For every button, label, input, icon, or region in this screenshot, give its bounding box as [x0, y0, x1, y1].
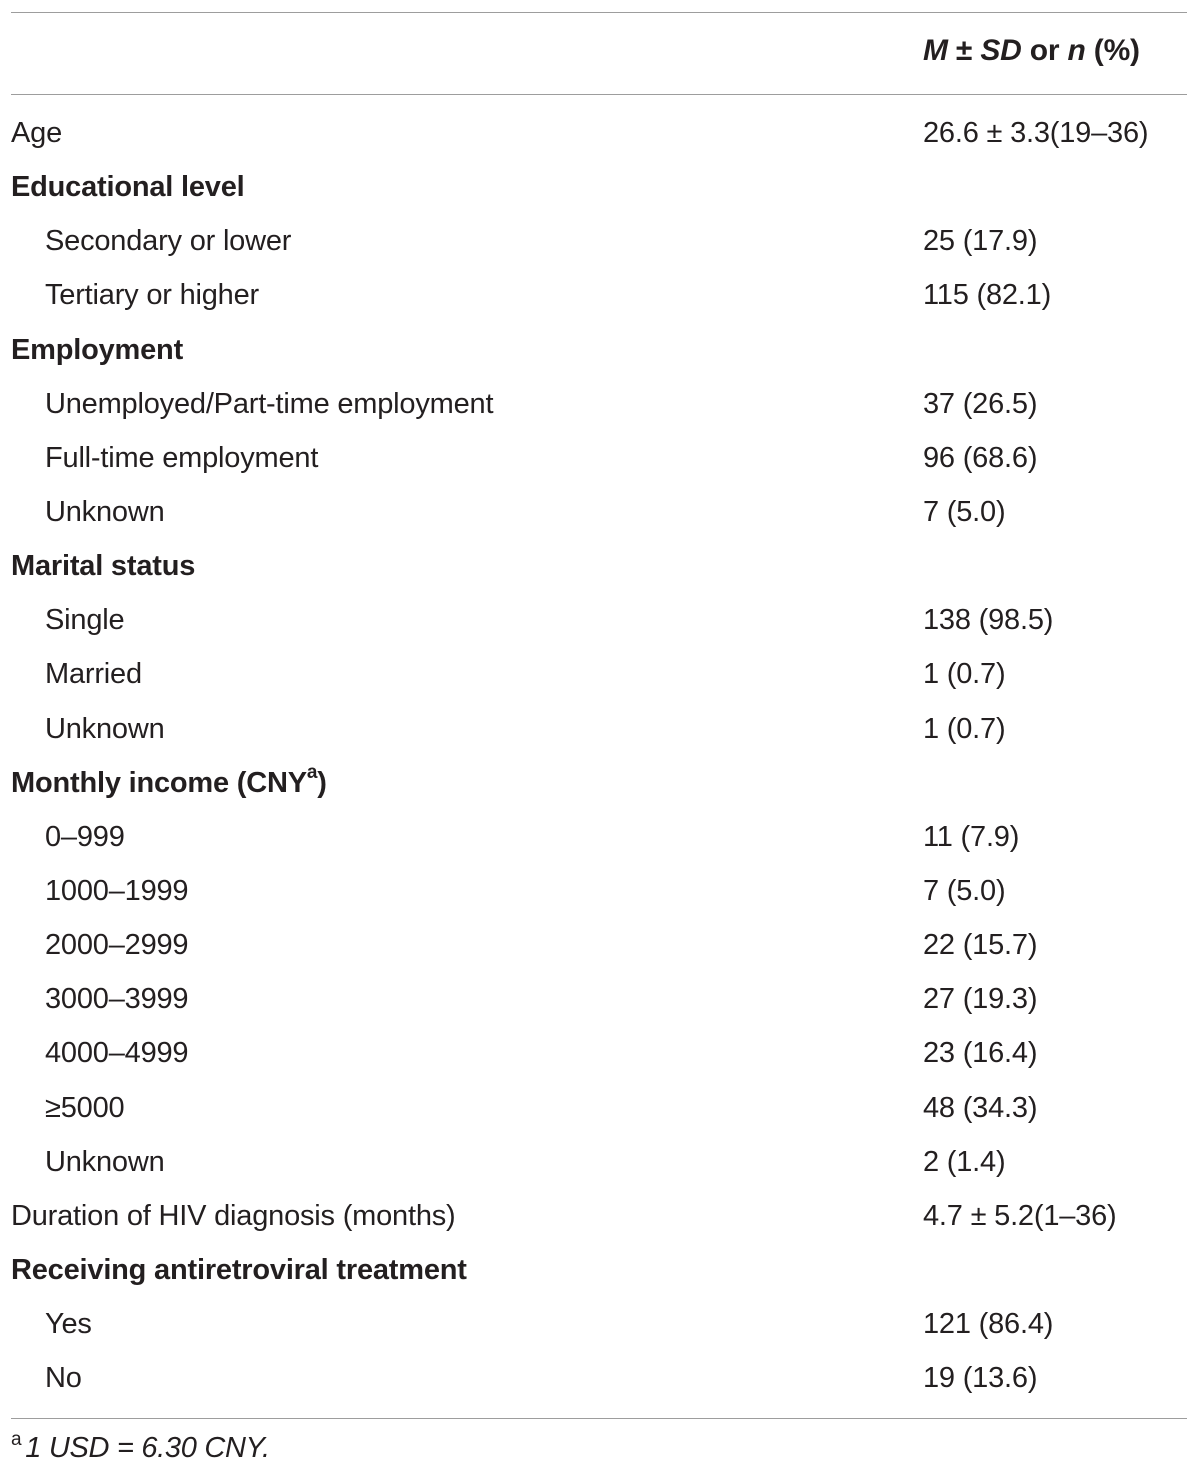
row-label-text: Married — [45, 658, 142, 691]
row-label — [45, 222, 291, 260]
footnote-text: 1 USD = 6.30 CNY. — [25, 1432, 270, 1464]
row-label-text: Unknown — [45, 1145, 165, 1178]
table-row — [11, 866, 1187, 920]
row-value: 48 (34.3) — [923, 1091, 1038, 1124]
row-label — [45, 1089, 124, 1127]
row-label-text: Monthly income (CNY — [11, 766, 307, 799]
row-label — [45, 872, 188, 910]
row-label-text: Unemployed/Part-time employment — [45, 387, 494, 420]
row-label — [45, 710, 165, 748]
table-row — [11, 812, 1187, 866]
row-value: 26.6 ± 3.3(19–36) — [923, 117, 1149, 149]
header-part-n: n — [1067, 34, 1086, 67]
row-label — [45, 276, 259, 314]
table-header-rule — [11, 94, 1187, 95]
row-label-text: Tertiary or higher — [45, 279, 259, 312]
table-group-row — [11, 758, 1187, 812]
row-value: 19 (13.6) — [923, 1362, 1038, 1395]
row-label — [45, 655, 142, 693]
row-label — [45, 1034, 188, 1072]
row-value: 138 (98.5) — [923, 604, 1054, 637]
row-label — [45, 1359, 82, 1397]
table-row — [11, 1028, 1187, 1082]
row-value: 4.7 ± 5.2(1–36) — [923, 1199, 1117, 1232]
table-header-row — [11, 12, 1187, 94]
row-label — [45, 385, 493, 423]
row-label — [11, 114, 62, 152]
row-value: 37 (26.5) — [923, 387, 1038, 420]
row-value: 96 (68.6) — [923, 441, 1038, 474]
table-footnote — [11, 1429, 270, 1465]
header-part-m: M — [923, 34, 948, 67]
header-part-sd: SD — [980, 34, 1022, 67]
table-row — [11, 649, 1187, 703]
row-label-text: Unknown — [45, 495, 165, 528]
table-bottom-rule — [11, 1418, 1187, 1419]
table-row — [11, 270, 1187, 324]
row-label — [45, 980, 188, 1018]
header-part-or: or — [1021, 34, 1068, 67]
table-row — [11, 920, 1187, 974]
row-label-text: Full-time employment — [45, 441, 319, 474]
row-label — [11, 1197, 456, 1235]
row-label-text: Receiving antiretroviral treatment — [11, 1253, 467, 1286]
row-value: 23 (16.4) — [923, 1037, 1038, 1070]
table-group-row — [11, 325, 1187, 379]
table-group-row — [11, 162, 1187, 216]
row-label-text: Duration of HIV diagnosis (months) — [11, 1199, 456, 1232]
row-label-text: Yes — [45, 1308, 92, 1341]
header-statistic-column — [923, 34, 1140, 68]
row-label-text: Secondary or lower — [45, 225, 292, 258]
row-value: 7 (5.0) — [923, 495, 1006, 528]
row-label-text: Employment — [11, 333, 184, 366]
row-label-text: 4000–4999 — [45, 1037, 189, 1070]
footnote-mark: a — [11, 1429, 22, 1450]
row-value: 1 (0.7) — [923, 712, 1006, 745]
row-label-text: Single — [45, 604, 125, 637]
row-label — [45, 493, 165, 531]
row-label — [45, 1305, 92, 1343]
group-label — [11, 764, 327, 802]
table-row — [11, 1191, 1187, 1245]
row-label-text: 0–999 — [45, 820, 125, 853]
row-label — [45, 601, 124, 639]
header-part-pct: (%) — [1085, 34, 1140, 67]
row-label-text: Unknown — [45, 712, 165, 745]
group-label — [11, 331, 183, 369]
table-row — [11, 1083, 1187, 1137]
row-label — [45, 1143, 165, 1181]
header-part-pm: ± — [947, 34, 981, 67]
row-value: 2 (1.4) — [923, 1145, 1006, 1178]
row-label — [45, 926, 188, 964]
row-value: 1 (0.7) — [923, 658, 1006, 691]
table-row — [11, 216, 1187, 270]
row-label-text: Educational level — [11, 171, 245, 204]
table-body — [11, 108, 1187, 1407]
table-row — [11, 595, 1187, 649]
row-value: 27 (19.3) — [923, 983, 1038, 1016]
group-label — [11, 547, 195, 585]
table-group-row — [11, 541, 1187, 595]
table-row — [11, 974, 1187, 1028]
row-label-text: 2000–2999 — [45, 929, 189, 962]
row-label — [45, 439, 318, 477]
row-label — [45, 818, 125, 856]
row-value: 7 (5.0) — [923, 874, 1006, 907]
row-value: 11 (7.9) — [923, 820, 1020, 853]
table-row — [11, 704, 1187, 758]
table-row — [11, 1353, 1187, 1407]
table-row — [11, 433, 1187, 487]
table-row — [11, 379, 1187, 433]
row-label-text: Age — [11, 117, 62, 149]
row-label-text: ≥5000 — [45, 1091, 125, 1124]
row-label-text: Marital status — [11, 550, 196, 583]
row-label-text: 1000–1999 — [45, 874, 189, 907]
row-value: 115 (82.1) — [923, 279, 1052, 312]
row-value: 22 (15.7) — [923, 929, 1038, 962]
row-label-text: 3000–3999 — [45, 983, 189, 1016]
group-label — [11, 1251, 467, 1289]
table-row — [11, 108, 1187, 162]
row-label-text: No — [45, 1362, 82, 1395]
row-label-suffix: ) — [317, 766, 327, 799]
row-value: 25 (17.9) — [923, 225, 1038, 258]
table-row — [11, 487, 1187, 541]
row-label-footnote-mark: a — [306, 762, 318, 784]
table-group-row — [11, 1245, 1187, 1299]
group-label — [11, 168, 245, 206]
table-row — [11, 1137, 1187, 1191]
table-row — [11, 1299, 1187, 1353]
row-value: 121 (86.4) — [923, 1308, 1054, 1341]
